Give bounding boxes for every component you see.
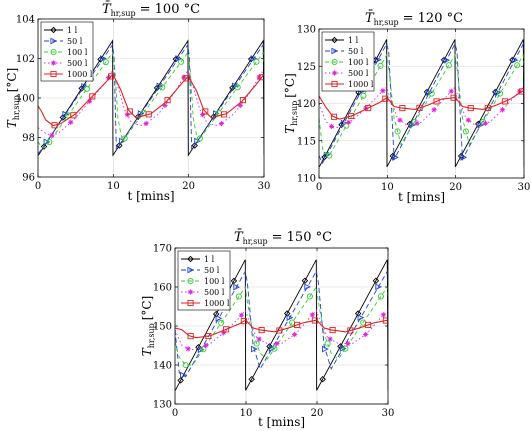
y-tick-label: 140 bbox=[152, 360, 172, 372]
ylabel-symbol: T bbox=[5, 120, 19, 129]
series-marker-4 bbox=[274, 341, 279, 346]
legend-label-1: 1 l bbox=[348, 36, 359, 45]
x-axis-label: t [mins] bbox=[397, 190, 446, 204]
title-symbol: T̄ bbox=[101, 2, 111, 17]
series-marker-4 bbox=[239, 313, 244, 318]
title-symbol: T̄ bbox=[364, 11, 374, 26]
legend-label-2: 50 l bbox=[348, 47, 364, 56]
series-marker-4 bbox=[483, 121, 488, 126]
series-marker-4 bbox=[381, 312, 386, 317]
x-tick-label: 20 bbox=[310, 408, 324, 419]
y-tick-label: 102 bbox=[15, 54, 35, 65]
legend-label-1: 1 l bbox=[204, 255, 215, 264]
chart-title bbox=[102, 1, 200, 18]
ylabel-unit: [°C] bbox=[5, 67, 19, 93]
chart-panel-3 bbox=[140, 229, 394, 429]
series-marker-4 bbox=[432, 107, 437, 112]
y-tick-label: 115 bbox=[296, 136, 316, 148]
title-value: = 150 °C bbox=[271, 230, 333, 245]
title-symbol: T̄ bbox=[233, 230, 243, 245]
legend-label-4: 500 l bbox=[348, 69, 369, 78]
ylabel-symbol: T bbox=[140, 348, 154, 357]
legend-label-2: 50 l bbox=[67, 37, 83, 46]
series-marker-4 bbox=[310, 312, 315, 317]
x-tick-label: 0 bbox=[315, 182, 323, 193]
y-axis-label bbox=[283, 73, 299, 134]
series-marker-4 bbox=[219, 121, 224, 126]
legend-label-5: 1000 l bbox=[204, 299, 230, 308]
title-value: = 120 °C bbox=[402, 11, 464, 26]
x-tick-label: 10 bbox=[380, 182, 394, 193]
x-axis-label: t [mins] bbox=[127, 189, 175, 203]
series-marker-4 bbox=[414, 121, 419, 126]
y-tick-label: 100 bbox=[15, 93, 35, 105]
ylabel-subscript: hr,sup bbox=[290, 100, 299, 126]
ylabel-subscript: hr,sup bbox=[147, 323, 156, 349]
legend-label-4: 500 l bbox=[204, 288, 225, 297]
chart-panel-2 bbox=[283, 10, 530, 204]
legend-label-4: 500 l bbox=[67, 59, 88, 68]
y-tick-label: 150 bbox=[152, 321, 172, 333]
y-tick-label: 96 bbox=[22, 172, 35, 184]
ylabel-unit: [°C] bbox=[283, 73, 297, 98]
legend-marker-4 bbox=[51, 60, 56, 65]
legend bbox=[322, 32, 374, 91]
legend bbox=[41, 22, 93, 81]
y-tick-label: 110 bbox=[296, 173, 316, 185]
x-tick-label: 10 bbox=[239, 408, 253, 419]
series-marker-4 bbox=[257, 336, 262, 341]
y-tick-label: 125 bbox=[296, 61, 316, 73]
ylabel-unit: [°C] bbox=[140, 295, 154, 321]
x-tick-label: 30 bbox=[381, 408, 395, 419]
legend-label-5: 1000 l bbox=[67, 70, 93, 79]
title-subscript: hr,sup bbox=[373, 18, 399, 27]
x-tick-label: 0 bbox=[34, 181, 42, 192]
series-marker-4 bbox=[500, 107, 505, 112]
legend-marker-4 bbox=[332, 70, 337, 75]
legend-label-1: 1 l bbox=[67, 26, 78, 35]
y-axis-label bbox=[5, 68, 21, 129]
chart-panel-1 bbox=[5, 1, 270, 203]
y-tick-label: 98 bbox=[22, 133, 35, 144]
legend-label-3: 100 l bbox=[348, 58, 369, 67]
y-axis-label bbox=[140, 296, 156, 357]
y-tick-label: 130 bbox=[296, 24, 316, 36]
ylabel-subscript: hr,sup bbox=[12, 95, 21, 121]
legend-label-3: 100 l bbox=[67, 48, 88, 57]
series-marker-4 bbox=[292, 332, 297, 337]
y-tick-label: 160 bbox=[152, 282, 172, 294]
series-marker-4 bbox=[363, 332, 368, 337]
series-marker-4 bbox=[186, 346, 191, 351]
y-tick-label: 104 bbox=[15, 14, 35, 26]
x-tick-label: 30 bbox=[257, 181, 271, 192]
series-marker-4 bbox=[203, 343, 208, 348]
x-axis-label: t [mins] bbox=[257, 415, 306, 429]
y-tick-label: 120 bbox=[296, 99, 316, 110]
x-tick-label: 20 bbox=[449, 182, 463, 193]
x-tick-label: 10 bbox=[106, 181, 120, 192]
legend bbox=[178, 251, 230, 310]
series-marker-4 bbox=[328, 336, 333, 341]
title-subscript: hr,sup bbox=[242, 237, 268, 246]
x-tick-label: 30 bbox=[517, 182, 531, 193]
series-marker-4 bbox=[346, 120, 351, 125]
title-subscript: hr,sup bbox=[110, 9, 136, 18]
series-marker-4 bbox=[380, 88, 385, 93]
y-tick-label: 170 bbox=[152, 243, 172, 255]
x-tick-label: 20 bbox=[182, 181, 196, 192]
ylabel-symbol: T bbox=[283, 125, 297, 134]
chart-title bbox=[234, 229, 332, 246]
series-marker-4 bbox=[345, 341, 350, 346]
x-tick-label: 0 bbox=[171, 408, 179, 419]
legend-label-2: 50 l bbox=[204, 266, 220, 275]
title-value: = 100 °C bbox=[139, 2, 201, 17]
chart-title bbox=[365, 10, 463, 27]
series-marker-4 bbox=[49, 133, 54, 138]
y-tick-label: 130 bbox=[152, 399, 172, 411]
legend-label-5: 1000 l bbox=[348, 80, 374, 89]
legend-label-3: 100 l bbox=[204, 277, 225, 286]
legend-marker-4 bbox=[188, 289, 193, 294]
